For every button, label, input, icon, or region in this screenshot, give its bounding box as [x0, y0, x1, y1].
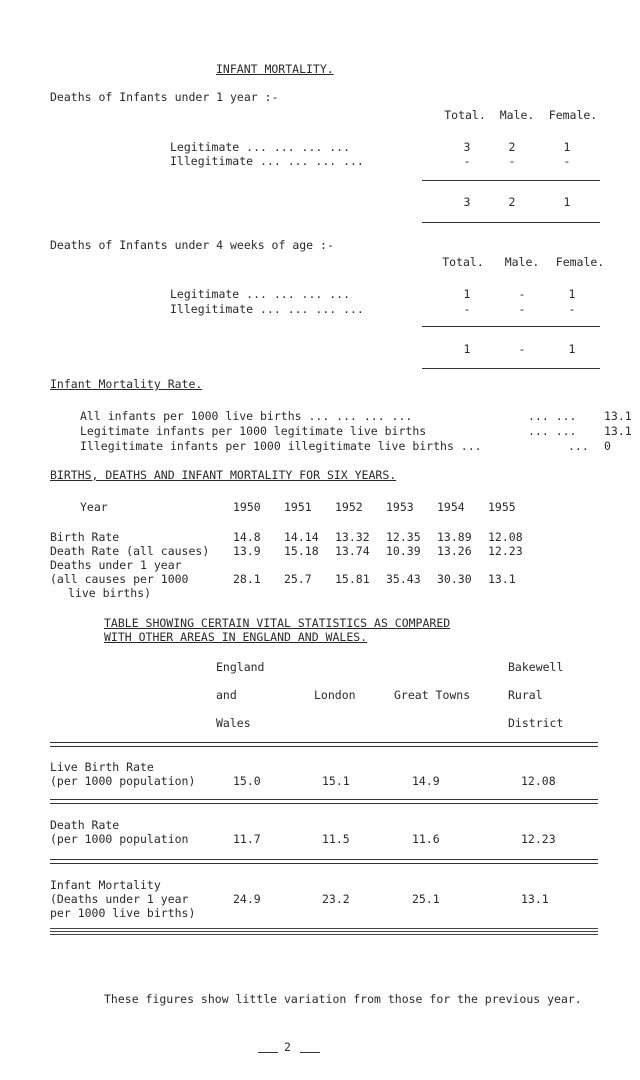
rate-heading: Infant Mortality Rate.	[50, 377, 203, 391]
comparison-cell: 11.5	[322, 832, 350, 846]
rate-row-dots: ...	[568, 439, 589, 453]
comparison-cell: 11.7	[233, 832, 261, 846]
six-years-year: 1953	[386, 500, 414, 514]
section2-row-female: -	[568, 302, 576, 316]
section2-total-female: 1	[568, 342, 576, 356]
comparison-col-header: Bakewell	[508, 660, 564, 674]
comparison-cell: 14.9	[412, 774, 440, 788]
comparison-cell: 13.1	[521, 892, 549, 906]
comparison-rule	[50, 928, 598, 929]
section2-header-female: Female.	[555, 255, 605, 269]
six-years-cell: 13.26	[437, 544, 472, 558]
six-years-cell: 25.7	[284, 572, 312, 586]
rate-row-dots: ... ...	[528, 409, 577, 423]
comparison-rule	[50, 859, 598, 860]
section1-header-total: Total.	[444, 108, 486, 122]
page-title: INFANT MORTALITY.	[216, 62, 334, 76]
section1-rule-top	[422, 180, 600, 181]
section2-header-total: Total.	[442, 255, 484, 269]
rate-row-dots: ... ...	[528, 424, 577, 438]
section1-total-female: 1	[563, 195, 571, 209]
comparison-cell: 15.1	[322, 774, 350, 788]
section2-row-male: -	[518, 287, 526, 301]
comparison-heading: TABLE SHOWING CERTAIN VITAL STATISTICS AS COMPARED	[104, 616, 451, 630]
section2-rule-top	[422, 326, 600, 327]
section1-header-female: Female.	[548, 108, 598, 122]
page-number-dash	[300, 1052, 320, 1053]
six-years-row-label: (all causes per 1000	[50, 572, 189, 586]
section1-row-total: 3	[463, 140, 471, 154]
six-years-cell: 13.9	[233, 544, 261, 558]
six-years-row-label: Deaths under 1 year	[50, 558, 182, 572]
comparison-col-header: Rural	[508, 688, 543, 702]
six-years-cell: 30.30	[437, 572, 472, 586]
section1-row-male: 2	[508, 140, 516, 154]
six-years-cell: 12.23	[488, 544, 523, 558]
section1-row-label: Legitimate ... ... ... ...	[170, 140, 351, 154]
comparison-cell: 25.1	[412, 892, 440, 906]
comparison-col-header: Great Towns	[394, 688, 471, 702]
section1-heading: Deaths of Infants under 1 year :-	[50, 90, 279, 104]
comparison-col-header: and	[216, 688, 237, 702]
section2-rule-bottom	[422, 368, 600, 369]
six-years-cell: 15.18	[284, 544, 319, 558]
six-years-year: 1955	[488, 500, 516, 514]
section2-heading: Deaths of Infants under 4 weeks of age :-	[50, 238, 334, 252]
comparison-col-header: Wales	[216, 716, 251, 730]
section2-header-male: Male.	[504, 255, 540, 269]
section2-row-label: Illegitimate ... ... ... ...	[170, 302, 364, 316]
six-years-year: 1950	[233, 500, 261, 514]
six-years-heading: BIRTHS, DEATHS AND INFANT MORTALITY FOR SIX YEARS.	[50, 468, 397, 482]
comparison-col-header: England	[216, 660, 265, 674]
comparison-cell: 12.08	[521, 774, 556, 788]
section1-row-female: 1	[563, 140, 571, 154]
six-years-cell: 15.81	[335, 572, 370, 586]
section1-row-male: -	[508, 154, 516, 168]
comparison-rule	[50, 931, 598, 932]
rate-row-value: 13.1	[604, 424, 632, 438]
comparison-row-label: (per 1000 population)	[50, 774, 196, 788]
six-years-cell: 13.1	[488, 572, 516, 586]
section1-row-total: -	[463, 154, 471, 168]
section2-total-total: 1	[463, 342, 471, 356]
comparison-rule	[50, 742, 598, 743]
six-years-cell: 14.8	[233, 530, 261, 544]
six-years-row-label: Birth Rate	[50, 530, 120, 544]
comparison-rule	[50, 746, 598, 747]
six-years-cell: 28.1	[233, 572, 261, 586]
comparison-cell: 15.0	[233, 774, 261, 788]
comparison-row-label: Death Rate	[50, 818, 120, 832]
section1-header-male: Male.	[499, 108, 535, 122]
six-years-year: 1952	[335, 500, 363, 514]
comparison-cell: 11.6	[412, 832, 440, 846]
comparison-rule	[50, 863, 598, 864]
comparison-row-label: per 1000 live births)	[50, 906, 196, 920]
six-years-cell: 13.74	[335, 544, 370, 558]
rate-row-value: 0	[604, 439, 611, 453]
section1-row-female: -	[563, 154, 571, 168]
comparison-cell: 12.23	[521, 832, 556, 846]
section1-total-male: 2	[508, 195, 516, 209]
section2-row-total: 1	[463, 287, 471, 301]
footer-note: These figures show little variation from those for the previous year.	[104, 992, 582, 1006]
rate-row-value: 13.1	[604, 409, 632, 423]
comparison-cell: 24.9	[233, 892, 261, 906]
six-years-cell: 13.32	[335, 530, 370, 544]
six-years-year: 1954	[437, 500, 465, 514]
page-number-dash	[258, 1052, 278, 1053]
comparison-heading: WITH OTHER AREAS IN ENGLAND AND WALES.	[104, 630, 368, 644]
comparison-row-label: (Deaths under 1 year	[50, 892, 189, 906]
six-years-cell: 10.39	[386, 544, 421, 558]
six-years-cell: 35.43	[386, 572, 421, 586]
comparison-col-header: London	[314, 688, 356, 702]
rate-row-label: All infants per 1000 live births ... ... ... ...	[80, 409, 413, 423]
comparison-row-label: Infant Mortality	[50, 878, 161, 892]
section2-row-male: -	[518, 302, 526, 316]
section2-total-male: -	[518, 342, 526, 356]
comparison-row-label: (per 1000 population	[50, 832, 189, 846]
comparison-row-label: Live Birth Rate	[50, 760, 154, 774]
section2-row-female: 1	[568, 287, 576, 301]
comparison-rule	[50, 803, 598, 804]
section1-total-total: 3	[463, 195, 471, 209]
six-years-year: 1951	[284, 500, 312, 514]
section1-rule-bottom	[422, 222, 600, 223]
comparison-col-header: District	[508, 716, 564, 730]
section2-row-label: Legitimate ... ... ... ...	[170, 287, 351, 301]
six-years-year-label: Year	[80, 500, 108, 514]
rate-row-label: Illegitimate infants per 1000 illegitimate live births ...	[80, 439, 482, 453]
section1-row-label: Illegitimate ... ... ... ...	[170, 154, 364, 168]
six-years-cell: 14.14	[284, 530, 319, 544]
six-years-row-label: Death Rate (all causes)	[50, 544, 210, 558]
six-years-cell: 13.89	[437, 530, 472, 544]
comparison-cell: 23.2	[322, 892, 350, 906]
six-years-row-label: live births)	[68, 586, 152, 600]
six-years-cell: 12.35	[386, 530, 421, 544]
section2-row-total: -	[463, 302, 471, 316]
six-years-cell: 12.08	[488, 530, 523, 544]
comparison-rule	[50, 934, 598, 935]
page-number: 2	[284, 1040, 291, 1054]
comparison-rule	[50, 799, 598, 800]
rate-row-label: Legitimate infants per 1000 legitimate live births	[80, 424, 427, 438]
